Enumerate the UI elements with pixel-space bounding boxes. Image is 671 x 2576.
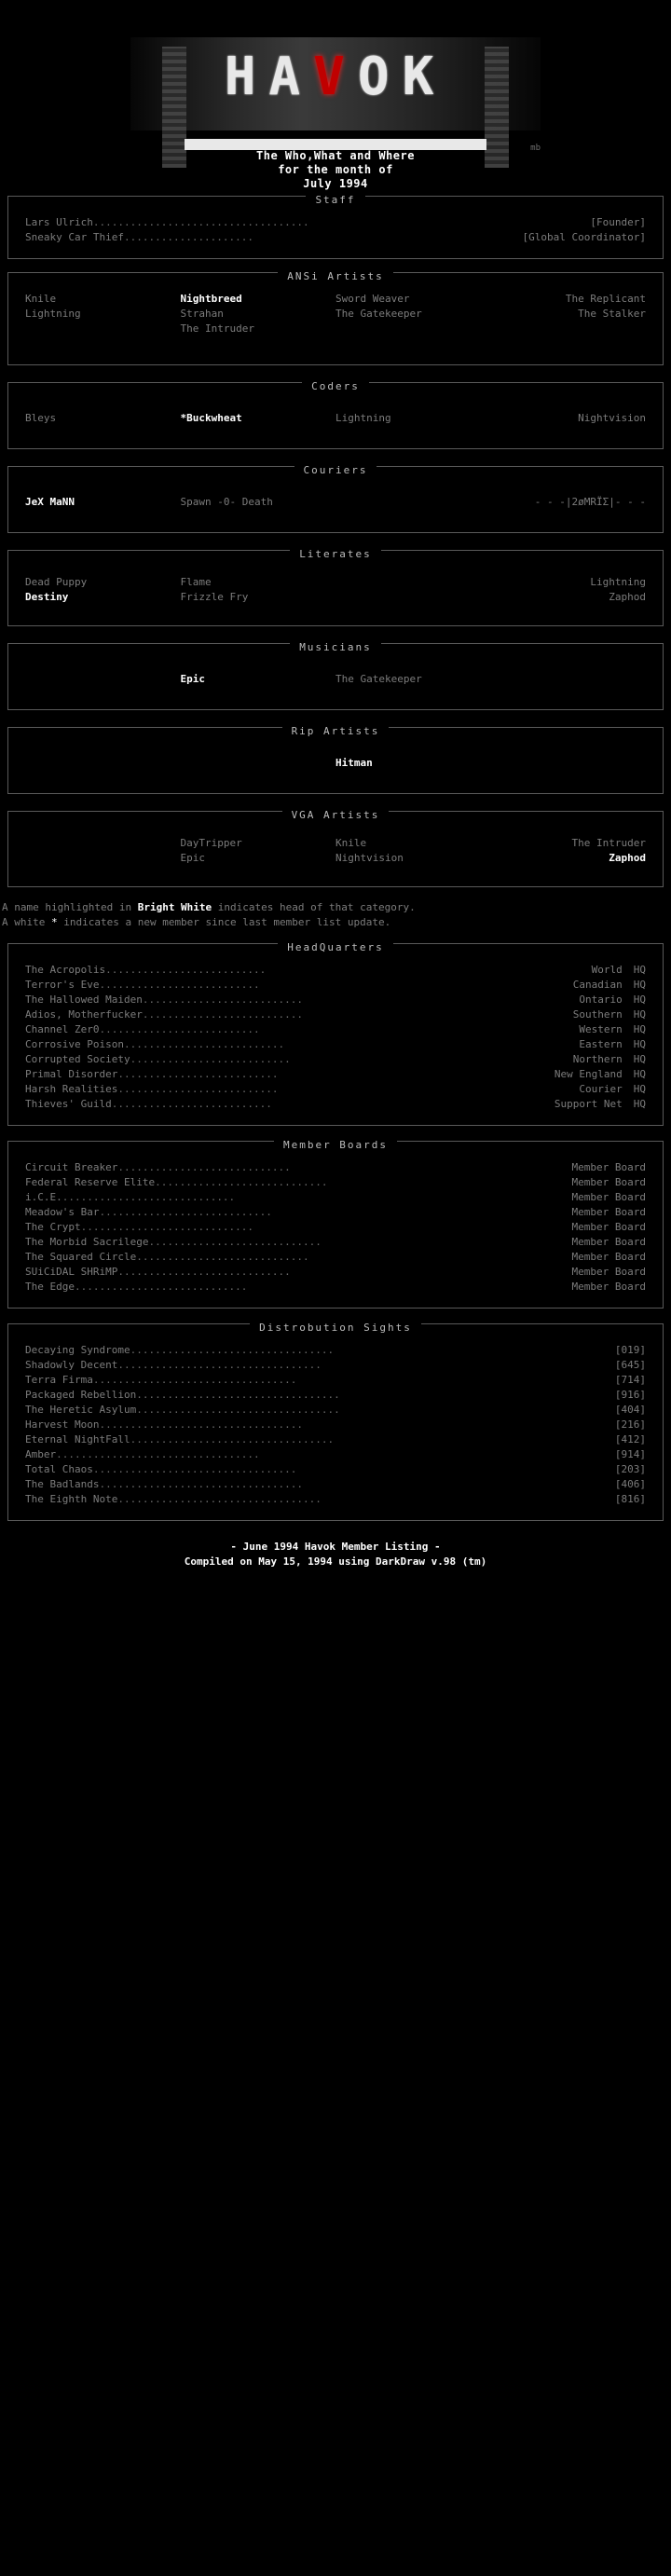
- member-name: Lightning: [336, 412, 391, 424]
- table-row: [25, 672, 646, 687]
- section-title: Rip Artists: [8, 720, 663, 738]
- footer: [0, 1534, 671, 1579]
- board-label: Member Board: [571, 1206, 646, 1218]
- list-item: [25, 1418, 646, 1432]
- logo-subtitle-line1: The Who,What and Where: [256, 149, 415, 162]
- leader-dots: .................................: [99, 1478, 304, 1490]
- logo-banner: [0, 0, 671, 196]
- list-item: [25, 1067, 646, 1082]
- list-item: [25, 1205, 646, 1220]
- area-code: [406]: [614, 1478, 646, 1490]
- board-region: New England: [554, 1068, 623, 1080]
- list-item: [25, 1432, 646, 1447]
- member-name: Knile: [336, 837, 367, 849]
- headquarters-list: [25, 959, 646, 1114]
- logo-letter-h: H: [224, 47, 269, 107]
- footer-line-2: Compiled on May 15, 1994 using DarkDraw v.98 (tm): [184, 1555, 487, 1568]
- member-name: Sword Weaver: [336, 293, 410, 305]
- member-name: JeX MaNN: [25, 496, 75, 508]
- couriers-grid: [25, 482, 646, 512]
- board-name: Terror's Eve: [25, 979, 100, 991]
- logo-letter-k: K: [402, 47, 447, 107]
- area-code: [019]: [614, 1344, 646, 1356]
- leader-dots: .................................: [56, 1448, 260, 1460]
- board-tag: HQ: [633, 1008, 646, 1021]
- board-name: The Squared Circle: [25, 1251, 137, 1263]
- coders-grid: [25, 398, 646, 428]
- member-name: - - -|2øMRÏΣ|- - -: [534, 496, 646, 508]
- leader-dots: ..........................: [123, 1038, 285, 1050]
- board-name: Adios, Motherfucker: [25, 1008, 143, 1021]
- leader-dots: ..........................: [117, 1068, 279, 1080]
- area-code: [216]: [614, 1418, 646, 1431]
- section-title: Distrobution Sights: [8, 1317, 663, 1335]
- list-item: [25, 1052, 646, 1067]
- board-region: Canadian: [572, 979, 623, 991]
- leader-dots: .................................: [130, 1344, 335, 1356]
- leader-dots: .................................: [117, 1493, 322, 1505]
- list-item: [25, 1190, 646, 1205]
- member-name: Zaphod: [609, 852, 646, 864]
- logo-wordmark: [112, 47, 559, 107]
- section-title: Literates: [8, 543, 663, 561]
- member-name: Nightvision: [336, 852, 404, 864]
- member-name: Epic: [180, 673, 205, 685]
- section-musicians: [7, 643, 664, 710]
- list-item: [25, 1358, 646, 1373]
- member-name: Dead Puppy: [25, 576, 88, 588]
- list-item: [25, 230, 646, 245]
- leader-dots: ..........................: [99, 1023, 260, 1035]
- vga-artists-grid: [25, 827, 646, 868]
- board-name: Shadowly Decent: [25, 1359, 118, 1371]
- board-name: Total Chaos: [25, 1463, 93, 1475]
- leader-dots: ............................: [136, 1251, 309, 1263]
- member-name: Frizzle Fry: [180, 591, 249, 603]
- list-item: [25, 1235, 646, 1250]
- board-label: Member Board: [571, 1281, 646, 1293]
- board-tag: HQ: [633, 979, 646, 991]
- member-name: [336, 590, 491, 605]
- leader-dots: .................................: [92, 1463, 297, 1475]
- board-region: Western: [579, 1023, 623, 1035]
- staff-name: Sneaky Car Thief: [25, 231, 124, 243]
- list-item: [25, 1447, 646, 1462]
- board-tag: HQ: [633, 1053, 646, 1065]
- section-title: Couriers: [8, 459, 663, 477]
- board-name: Corrosive Poison: [25, 1038, 124, 1050]
- table-row: [25, 756, 646, 771]
- board-tag: HQ: [633, 1068, 646, 1080]
- list-item: [25, 1097, 646, 1112]
- list-item: [25, 1403, 646, 1418]
- section-title: Member Boards: [8, 1134, 663, 1152]
- leader-dots: .................................: [92, 1374, 297, 1386]
- board-tag: HQ: [633, 993, 646, 1006]
- leader-dots: ............................: [74, 1281, 248, 1293]
- section-title: HeadQuarters: [8, 937, 663, 954]
- staff-list: [25, 212, 646, 247]
- table-row: [25, 575, 646, 590]
- board-label: Member Board: [571, 1176, 646, 1188]
- section-title: ANSi Artists: [8, 266, 663, 283]
- board-name: Eternal NightFall: [25, 1433, 130, 1446]
- leader-dots: ............................: [148, 1236, 322, 1248]
- section-title: Musicians: [8, 637, 663, 654]
- member-name: [181, 756, 336, 771]
- member-name: [491, 756, 647, 771]
- board-name: Packaged Rebellion: [25, 1389, 137, 1401]
- board-name: The Morbid Sacrilege: [25, 1236, 149, 1248]
- leader-dots: ...................................: [92, 216, 309, 228]
- leader-dots: ..........................: [117, 1083, 279, 1095]
- board-name: Primal Disorder: [25, 1068, 118, 1080]
- member-name: Zaphod: [609, 591, 646, 603]
- board-name: Harvest Moon: [25, 1418, 100, 1431]
- list-item: [25, 1220, 646, 1235]
- musicians-grid: [25, 659, 646, 689]
- leader-dots: .................................: [130, 1433, 335, 1446]
- section-headquarters: [7, 943, 664, 1126]
- legend-star-sample: *: [50, 916, 58, 928]
- board-name: The Acropolis: [25, 964, 106, 976]
- legend-line-2: A white * indicates a new member since last member list update.: [2, 916, 391, 928]
- list-item: [25, 215, 646, 230]
- list-item: [25, 1022, 646, 1037]
- leader-dots: ..........................: [130, 1053, 291, 1065]
- board-region: Eastern: [579, 1038, 623, 1050]
- member-boards-list: [25, 1157, 646, 1296]
- section-member-boards: [7, 1141, 664, 1309]
- board-tag: HQ: [633, 1083, 646, 1095]
- legend-bright-white-sample: Bright White: [137, 901, 212, 913]
- member-name: [25, 851, 181, 866]
- member-name: [491, 672, 647, 687]
- board-name: Channel Zer0: [25, 1023, 100, 1035]
- member-name: [336, 322, 491, 336]
- member-name: The Intruder: [571, 837, 646, 849]
- area-code: [916]: [614, 1389, 646, 1401]
- board-name: The Heretic Asylum: [25, 1404, 137, 1416]
- table-row: [25, 495, 646, 510]
- member-name: Hitman: [336, 757, 373, 769]
- member-name: [25, 672, 181, 687]
- section-title: Coders: [8, 376, 663, 393]
- board-label: Member Board: [571, 1236, 646, 1248]
- board-name: The Crypt: [25, 1221, 81, 1233]
- board-label: Member Board: [571, 1221, 646, 1233]
- logo-letter-v: V: [313, 47, 358, 107]
- list-item: [25, 963, 646, 978]
- section-couriers: [7, 466, 664, 533]
- leader-dots: ..........................: [105, 964, 267, 976]
- member-name: Bleys: [25, 412, 57, 424]
- staff-role: [Global Coordinator]: [522, 231, 646, 243]
- board-region: Northern: [572, 1053, 623, 1065]
- member-name: Epic: [180, 852, 205, 864]
- board-region: Support Net: [554, 1098, 623, 1110]
- leader-dots: .................................: [136, 1389, 340, 1401]
- area-code: [714]: [614, 1374, 646, 1386]
- member-name: Spawn -0- Death: [180, 496, 273, 508]
- leader-dots: ............................: [117, 1161, 291, 1173]
- area-code: [645]: [614, 1359, 646, 1371]
- member-name: The Stalker: [578, 308, 646, 320]
- member-name: Nightvision: [578, 412, 646, 424]
- board-label: Member Board: [571, 1266, 646, 1278]
- board-region: Southern: [572, 1008, 623, 1021]
- board-name: The Badlands: [25, 1478, 100, 1490]
- member-name: Lightning: [25, 308, 81, 320]
- board-name: Circuit Breaker: [25, 1161, 118, 1173]
- list-item: [25, 978, 646, 993]
- section-distribution-sights: [7, 1323, 664, 1521]
- member-name: [336, 495, 491, 510]
- leader-dots: ............................: [80, 1221, 254, 1233]
- leader-dots: ..........................: [142, 1008, 304, 1021]
- section-rip-artists: [7, 727, 664, 794]
- legend-note: [2, 900, 664, 930]
- leader-dots: .................................: [117, 1359, 322, 1371]
- member-name: [491, 322, 647, 336]
- member-name: Strahan: [180, 308, 224, 320]
- board-label: Member Board: [571, 1161, 646, 1173]
- member-name: DayTripper: [180, 837, 242, 849]
- board-tag: HQ: [633, 1038, 646, 1050]
- leader-dots: ............................: [117, 1266, 291, 1278]
- board-name: Terra Firma: [25, 1374, 93, 1386]
- logo-letter-a: A: [268, 47, 314, 107]
- distribution-sights-list: [25, 1339, 646, 1509]
- leader-dots: .................................: [99, 1418, 304, 1431]
- ansi-artists-grid: [25, 288, 646, 338]
- list-item: [25, 1250, 646, 1265]
- logo-letter-o: O: [357, 47, 403, 107]
- board-name: Meadow's Bar: [25, 1206, 100, 1218]
- list-item: [25, 1265, 646, 1280]
- section-ansi-artists: [7, 272, 664, 365]
- board-name: The Edge: [25, 1281, 75, 1293]
- logo-subtitle-line2: for the month of: [278, 163, 393, 176]
- member-name: Knile: [25, 293, 57, 305]
- list-item: [25, 1492, 646, 1507]
- list-item: [25, 1343, 646, 1358]
- area-code: [203]: [614, 1463, 646, 1475]
- member-name: Destiny: [25, 591, 69, 603]
- leader-dots: .................................: [136, 1404, 340, 1416]
- list-item: [25, 1175, 646, 1190]
- area-code: [816]: [614, 1493, 646, 1505]
- board-name: The Eighth Note: [25, 1493, 118, 1505]
- section-title: VGA Artists: [8, 804, 663, 822]
- member-name: Lightning: [590, 576, 646, 588]
- member-name: [336, 575, 491, 590]
- board-tag: HQ: [633, 964, 646, 976]
- table-row: [25, 836, 646, 851]
- logo-subtitle-line3: July 1994: [303, 177, 368, 190]
- logo-artwork: [112, 11, 559, 196]
- board-region: Ontario: [579, 993, 623, 1006]
- member-name: Flame: [180, 576, 212, 588]
- section-coders: [7, 382, 664, 449]
- board-label: Member Board: [571, 1251, 646, 1263]
- list-item: [25, 1280, 646, 1295]
- rip-artists-grid: [25, 743, 646, 773]
- member-name: *Buckwheat: [180, 412, 242, 424]
- list-item: [25, 1388, 646, 1403]
- board-name: SUiCiDAL SHRiMP: [25, 1266, 118, 1278]
- list-item: [25, 1160, 646, 1175]
- table-row: [25, 322, 646, 336]
- member-name: The Intruder: [180, 322, 254, 335]
- area-code: [412]: [614, 1433, 646, 1446]
- list-item: [25, 1007, 646, 1022]
- board-name: Amber: [25, 1448, 57, 1460]
- list-item: [25, 1037, 646, 1052]
- member-name: The Gatekeeper: [336, 673, 422, 685]
- legend-line-1: A name highlighted in Bright White indicates head of that category.: [2, 901, 416, 913]
- section-staff: [7, 196, 664, 259]
- table-row: [25, 411, 646, 426]
- list-item: [25, 1477, 646, 1492]
- board-tag: HQ: [633, 1023, 646, 1035]
- board-name: Thieves' Guild: [25, 1098, 112, 1110]
- literates-grid: [25, 566, 646, 607]
- leader-dots: ..........................: [99, 979, 260, 991]
- logo-corner-tag: mb: [530, 144, 541, 153]
- member-name: [25, 756, 181, 771]
- leader-dots: ............................: [155, 1176, 328, 1188]
- staff-name: Lars Ulrich: [25, 216, 93, 228]
- leader-dots: ..........................: [111, 1098, 272, 1110]
- leader-dots: .....................: [123, 231, 254, 243]
- leader-dots: ..........................: [142, 993, 304, 1006]
- staff-role: [Founder]: [590, 216, 646, 228]
- member-name: [25, 836, 181, 851]
- board-name: Federal Reserve Elite: [25, 1176, 156, 1188]
- area-code: [404]: [614, 1404, 646, 1416]
- board-region: Courier: [579, 1083, 623, 1095]
- member-name: The Replicant: [565, 293, 646, 305]
- leader-dots: ............................: [99, 1206, 272, 1218]
- list-item: [25, 1082, 646, 1097]
- section-title: Staff: [8, 189, 663, 207]
- list-item: [25, 1373, 646, 1388]
- section-vga-artists: [7, 811, 664, 887]
- board-name: Corrupted Society: [25, 1053, 130, 1065]
- board-name: Harsh Realities: [25, 1083, 118, 1095]
- table-row: [25, 851, 646, 866]
- board-region: World: [591, 964, 623, 976]
- member-name: Nightbreed: [180, 293, 242, 305]
- footer-line-1: - June 1994 Havok Member Listing -: [230, 1541, 441, 1553]
- table-row: [25, 590, 646, 605]
- member-name: The Gatekeeper: [336, 308, 422, 320]
- list-item: [25, 993, 646, 1007]
- logo-subtitle: [112, 149, 559, 191]
- list-item: [25, 1462, 646, 1477]
- board-tag: HQ: [633, 1098, 646, 1110]
- board-label: Member Board: [571, 1191, 646, 1203]
- table-row: [25, 292, 646, 307]
- section-literates: [7, 550, 664, 626]
- board-name: i.C.E.: [25, 1191, 62, 1203]
- leader-dots: ............................: [62, 1191, 236, 1203]
- member-name: [25, 322, 181, 336]
- area-code: [914]: [614, 1448, 646, 1460]
- board-name: The Hallowed Maiden: [25, 993, 143, 1006]
- table-row: [25, 307, 646, 322]
- board-name: Decaying Syndrome: [25, 1344, 130, 1356]
